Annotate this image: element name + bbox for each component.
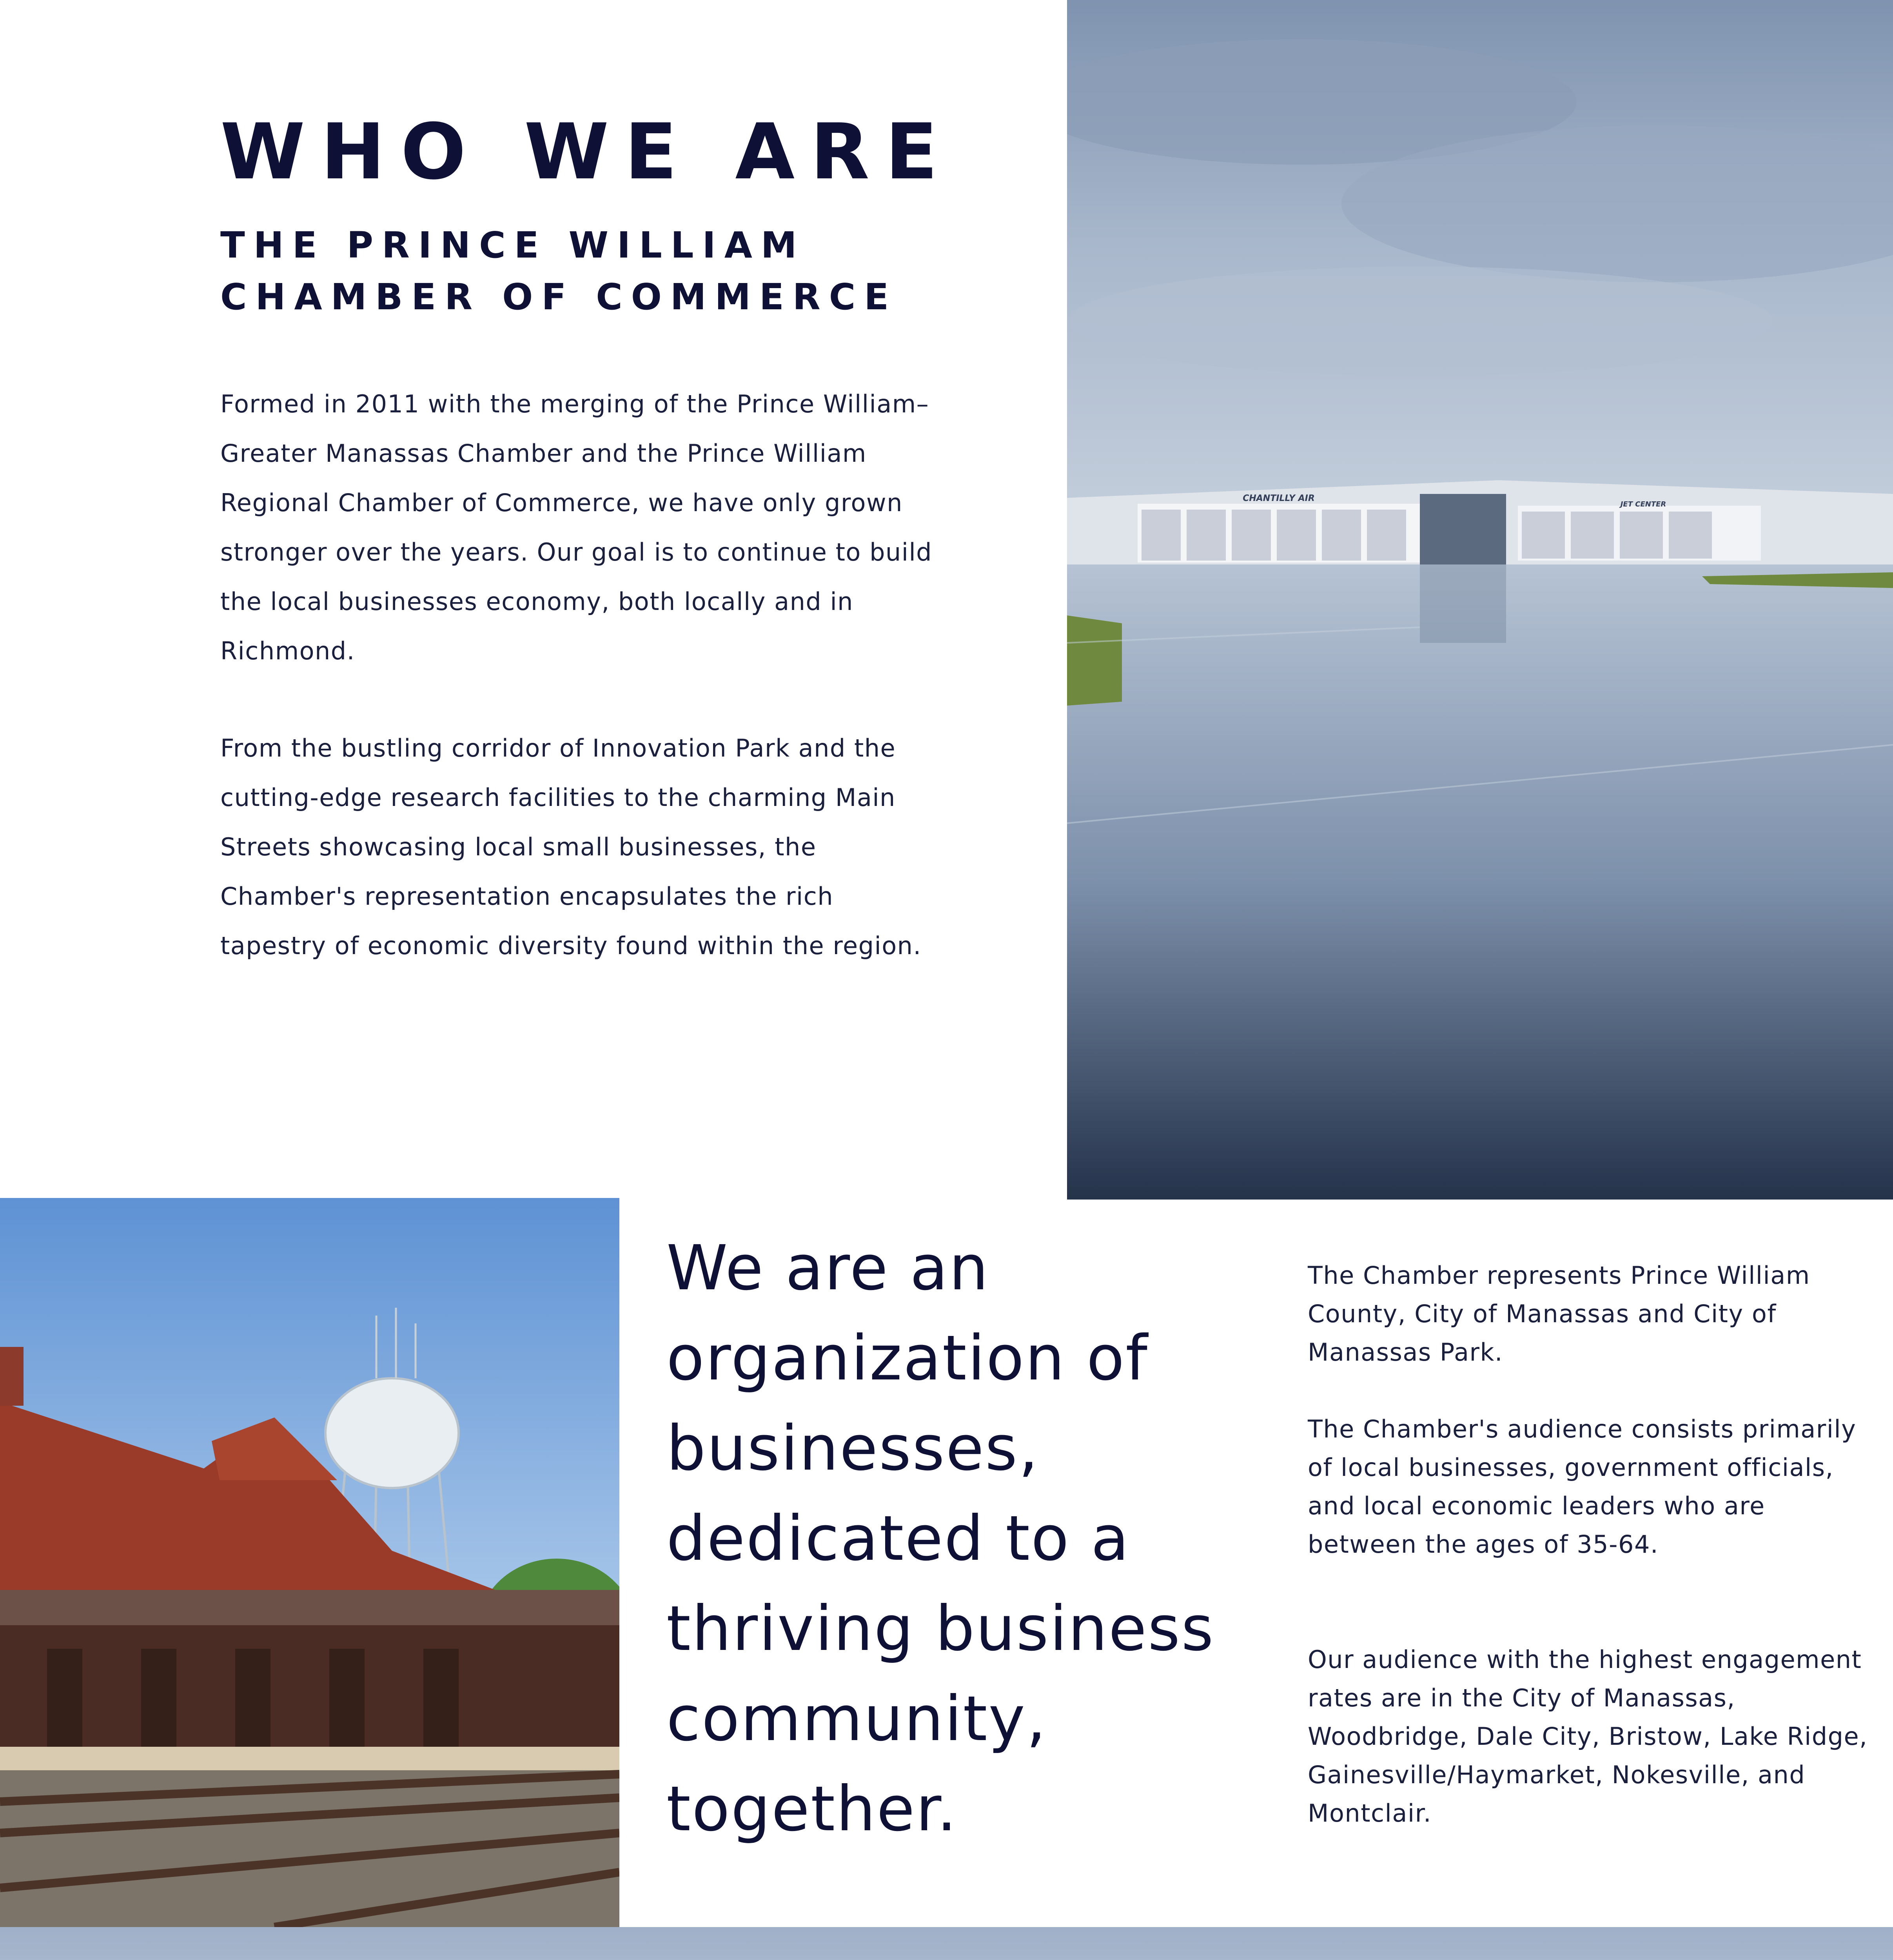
audience-paragraph: The Chamber represents Prince William County, City of Manassas and City of Manassas Park. bbox=[1308, 1261, 1810, 1367]
audience-paragraph: Our audience with the highest engagement rates are in the City of Manassas, Woodbridge, Dale City, Bristow, Lake Ridge, Gainesville/Haymarket, Nokesville, and Montclair. bbox=[1308, 1645, 1868, 1828]
page-subtitle: THE PRINCE WILLIAM CHAMBER OF COMMERCE bbox=[220, 224, 898, 318]
hangar-photo bbox=[1067, 0, 1893, 1200]
marina-photo bbox=[0, 1927, 1893, 1960]
mission-statement: We are an organization of businesses, dedicated to a thriving business community, together. bbox=[666, 1232, 1215, 1845]
page-title: WHO WE ARE bbox=[220, 107, 953, 197]
train-station-photo bbox=[0, 1198, 619, 1927]
hangar-sign-left: CHANTILLY AIR bbox=[1243, 494, 1315, 503]
hangar-sign-right: JET CENTER bbox=[1620, 500, 1666, 508]
intro-paragraph: From the bustling corridor of Innovation Park and the cutting-edge research facilities to the charming Main Streets showcasing local small businesses, the Chamber's representation encapsulates the rich tapestry of economic diversity found within the region. bbox=[220, 734, 922, 960]
intro-paragraph: Formed in 2011 with the merging of the Prince William–Greater Manassas Chamber and the Prince William Regional Chamber of Commerce, we have only grown stronger over the years. Our goal is to continue to build the local businesses economy, both locally and in Richmond. bbox=[220, 390, 933, 665]
audience-paragraph: The Chamber's audience consists primarily of local businesses, government officials, and local economic leaders who are between the ages of 35-64. bbox=[1308, 1415, 1857, 1559]
